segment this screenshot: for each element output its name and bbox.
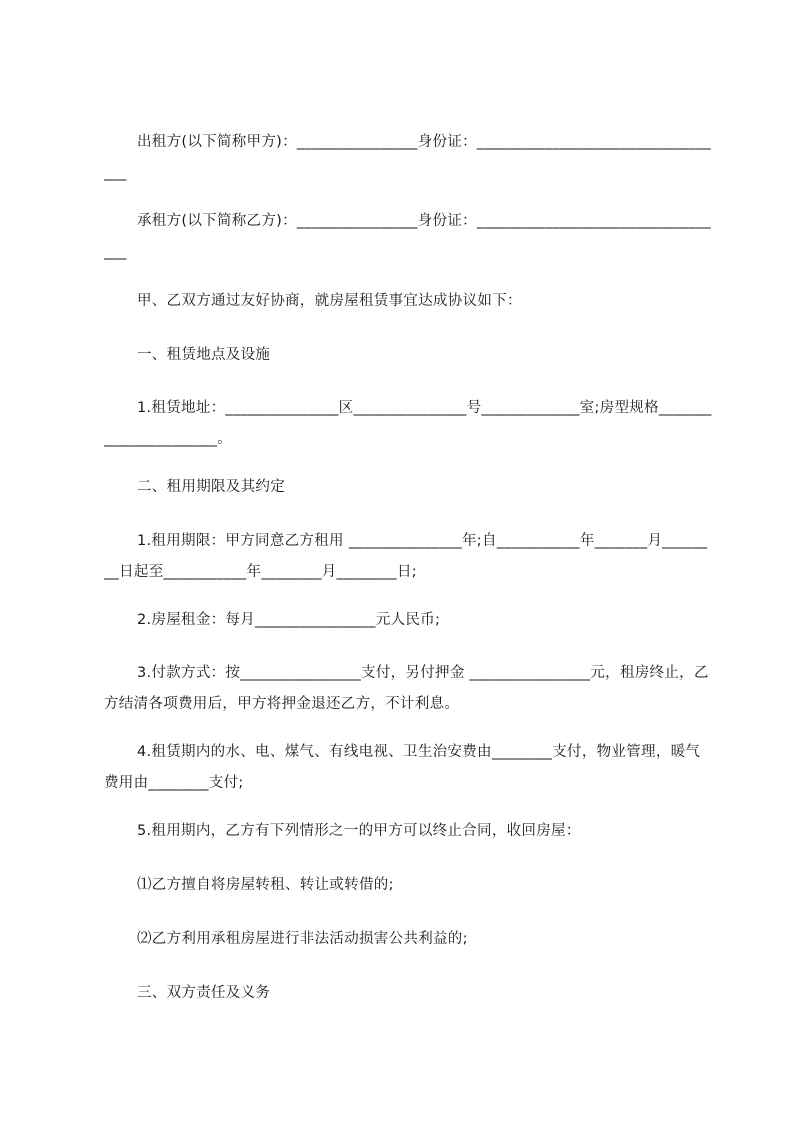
rent-clause: 2.房屋租金：每月________________元人民币; <box>137 612 441 628</box>
section-title: 一、租赁地点及设施 <box>137 347 271 363</box>
utilities-clause: 4.租赁期内的水、电、煤气、有线电视、卫生治安费由________支付，物业管理，暖气费用由________支付; <box>104 744 701 791</box>
lessor-line: 出租方(以下简称甲方)：________________身份证：__________________________________ <box>104 134 711 181</box>
rental-address-clause: 1.租赁地址：_______________区_______________号_____________室;房型规格______________________。 <box>104 400 712 447</box>
lease-term-clause: 1.租用期限：甲方同意乙方租用 _______________年;自___________年_______月________日起至___________年________月________日; <box>104 533 708 580</box>
payment-clause: 3.付款方式：按________________支付，另付押金 ________________元，租房终止，乙方结清各项费用后，甲方将押金退还乙方，不计利息。 <box>104 665 709 712</box>
preamble: 甲、乙双方通过友好协商，就房屋租赁事宜达成协议如下： <box>137 293 522 309</box>
termination-item: ⑴乙方擅自将房屋转租、转让或转借的; <box>137 877 394 893</box>
termination-clause: 5.租用期内，乙方有下列情形之一的甲方可以终止合同，收回房屋： <box>137 823 581 839</box>
lessee-line: 承租方(以下简称乙方)：________________身份证：__________________________________ <box>104 213 711 260</box>
section-title: 二、租用期限及其约定 <box>137 479 285 495</box>
section-title: 三、双方责任及义务 <box>137 985 271 1001</box>
termination-item: ⑵乙方利用承租房屋进行非法活动损害公共利益的; <box>137 931 468 947</box>
